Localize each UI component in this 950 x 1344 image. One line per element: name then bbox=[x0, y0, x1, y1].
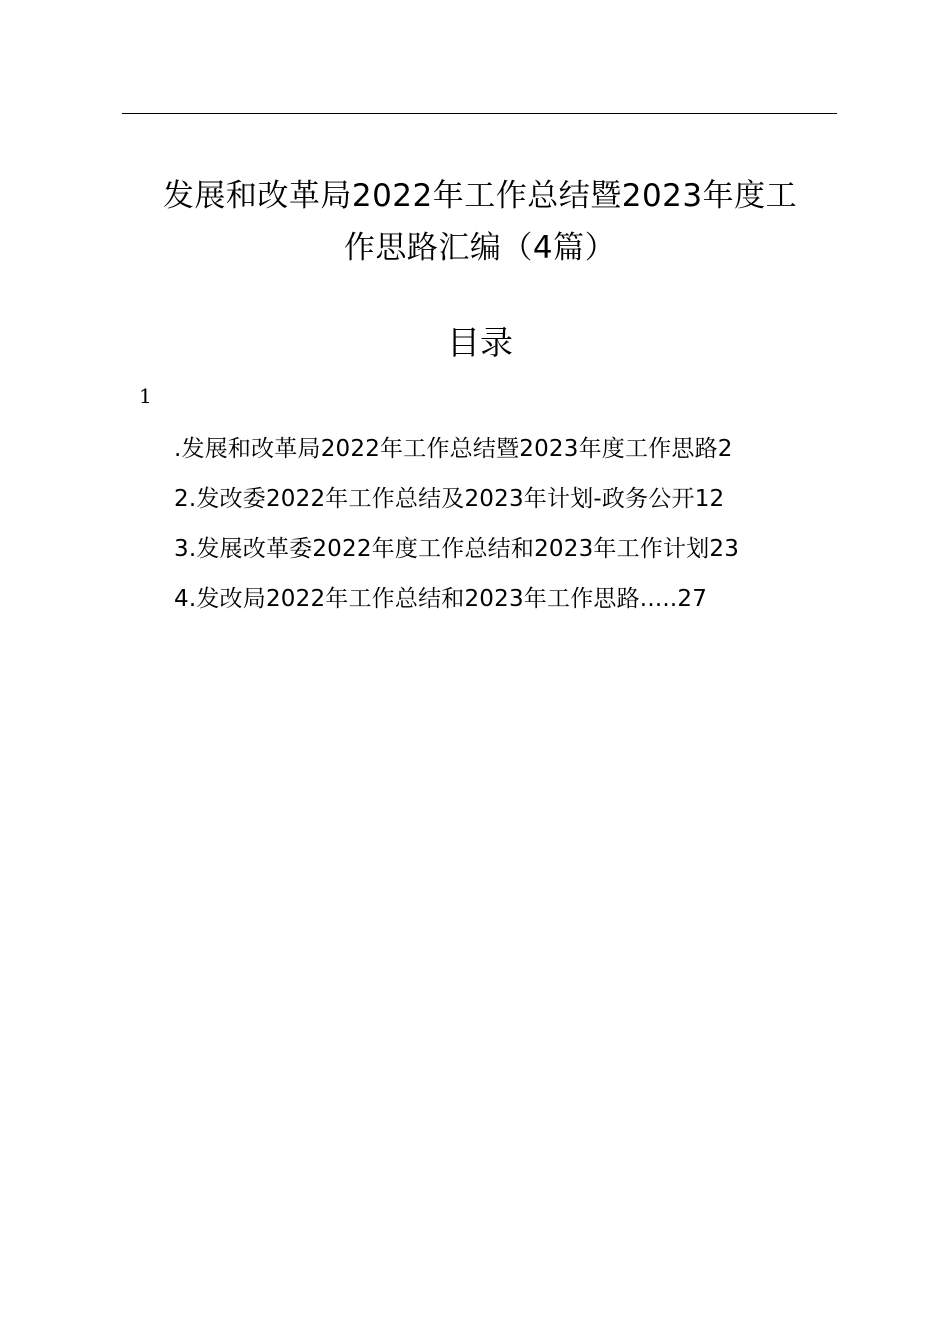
page-number: 1 bbox=[139, 384, 152, 408]
table-of-contents bbox=[174, 424, 854, 624]
toc-heading: 目录 bbox=[447, 323, 513, 362]
toc-item-4[interactable]: 4.发改局2022年工作总结和2023年工作思路.....27 bbox=[174, 586, 708, 612]
toc-item-2[interactable]: 2.发改委2022年工作总结及2023年计划-政务公开12 bbox=[174, 486, 725, 512]
document-title-line-2: 作思路汇编（4篇） bbox=[343, 230, 617, 266]
toc-item-3[interactable]: 3.发展改革委2022年度工作总结和2023年工作计划23 bbox=[174, 536, 740, 562]
toc-item-1[interactable]: .发展和改革局2022年工作总结暨2023年度工作思路2 bbox=[174, 436, 733, 462]
document-title-line-1: 发展和改革局2022年工作总结暨2023年度工 bbox=[162, 178, 798, 214]
document-title bbox=[110, 170, 850, 274]
header-rule bbox=[122, 113, 837, 114]
